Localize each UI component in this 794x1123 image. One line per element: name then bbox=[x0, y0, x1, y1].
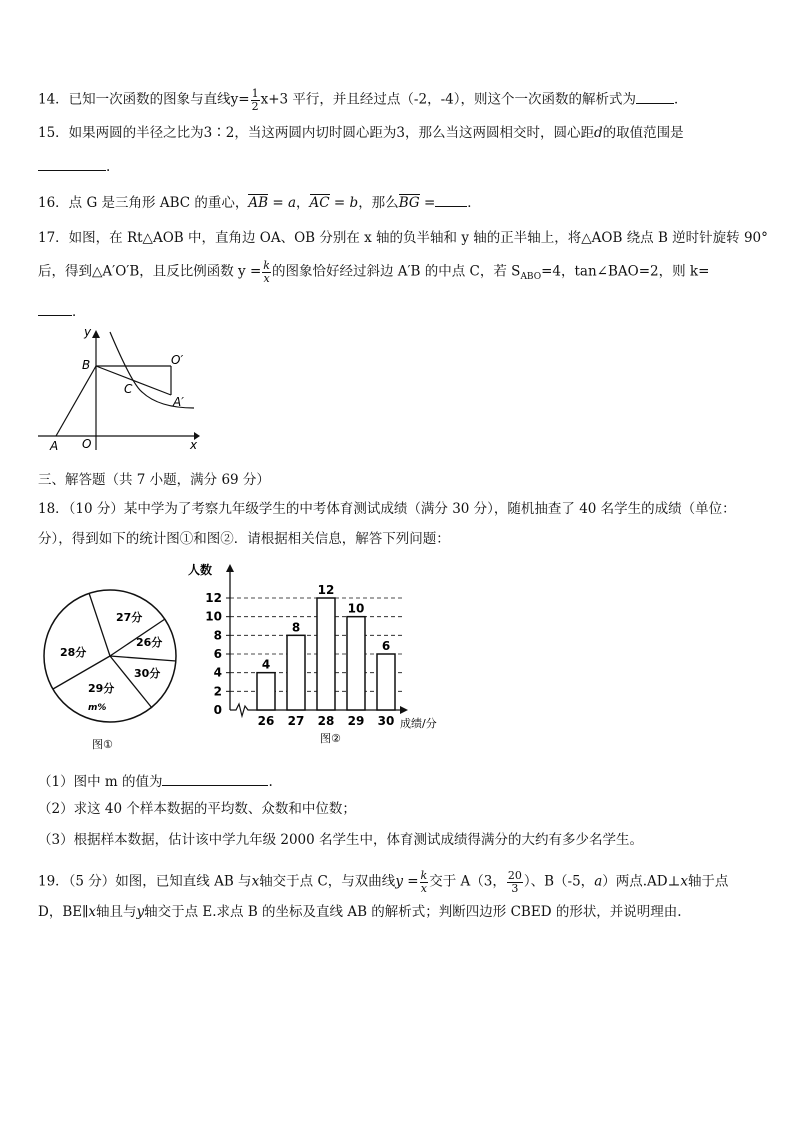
question-17: 17．如图，在 Rt△AOB 中，直角边 OA、OB 分别在 x 轴的负半轴和 y 轴的正半轴上，将△AOB 绕点 B 逆时针旋转 90° bbox=[38, 230, 768, 246]
pie-label-m: m% bbox=[88, 703, 107, 713]
x-tick-label: 27 bbox=[287, 714, 305, 728]
y-axis-arrow bbox=[92, 330, 100, 338]
bar-value-label: 8 bbox=[291, 620, 301, 635]
q15-answer-blank[interactable] bbox=[38, 158, 106, 171]
label-a: A bbox=[50, 439, 59, 452]
pie-label-29: 29分 bbox=[88, 682, 115, 695]
bar-value-label: 4 bbox=[261, 657, 271, 672]
question-18: 18．（10 分）某中学为了考察九年级学生的中考体育测试成绩（满分 30 分），随机抽查了 40 名学生的成绩（单位： bbox=[38, 501, 736, 517]
q14-text-2: x+3 平行，并且经过点（-2，-4），则这个一次函数的解析式为 bbox=[260, 91, 636, 108]
bar-27 bbox=[287, 635, 305, 710]
question-18-line2: 分），得到如下的统计图①和图②．请根据相关信息，解答下列问题： bbox=[38, 531, 450, 547]
bar-29 bbox=[347, 617, 365, 710]
vector-bg: BG bbox=[398, 195, 420, 211]
q19-fraction-k-x: $\frac{k}{x}$ bbox=[420, 869, 428, 895]
bar-chart-figure-2 bbox=[186, 560, 446, 750]
segment-ab bbox=[56, 366, 96, 436]
bar-value-label: 10 bbox=[347, 601, 365, 616]
question-19: 19．（5 分）如图，已知直线 AB 与x轴交于点 C，与双曲线y = $\frac{k}{x}$ 交于 A（3， $\frac{20}{3}$ ）、B（-5，a）两点.AD⊥x轴于点 bbox=[38, 869, 729, 895]
q19-fraction-20-3: $\frac{20}{3}$ bbox=[507, 869, 522, 895]
bar-26 bbox=[257, 673, 275, 710]
question-18-part-2: （2）求这 40 个样本数据的平均数、众数和中位数； bbox=[38, 801, 356, 817]
pie-label-27: 27分 bbox=[116, 611, 143, 624]
vector-ac: AC bbox=[309, 195, 330, 211]
label-x: x bbox=[190, 438, 198, 452]
bar-value-label: 12 bbox=[317, 583, 335, 597]
x-tick-label: 28 bbox=[317, 714, 335, 728]
q17-answer-blank[interactable] bbox=[38, 303, 72, 316]
section-3-heading: 三、解答题（共 7 小题，满分 69 分） bbox=[38, 472, 270, 488]
y-tick-label: 6 bbox=[213, 647, 222, 661]
question-15: 15．如果两圆的半径之比为3∶2，当这两圆内切时圆心距为3，那么当这两圆相交时，圆心距d的取值范围是 bbox=[38, 125, 684, 141]
y-tick-label: 12 bbox=[205, 591, 222, 605]
q14-fraction: $\frac{1}{2}$ bbox=[251, 87, 259, 113]
label-o: O bbox=[82, 437, 92, 451]
x-tick-label: 26 bbox=[257, 714, 275, 728]
vector-ab: AB bbox=[248, 195, 269, 211]
bar-value-label: 6 bbox=[381, 639, 391, 653]
y-tick-label: 0 bbox=[213, 703, 222, 717]
y-tick-label: 10 bbox=[205, 609, 222, 624]
pie-caption: 图① bbox=[92, 738, 113, 751]
bar-chart-ylabel: 人数 bbox=[188, 563, 213, 577]
pie-label-30: 30分 bbox=[134, 667, 161, 680]
q16-answer-blank[interactable] bbox=[435, 194, 467, 207]
question-18-part-1: （1）图中 m 的值为 . bbox=[38, 774, 273, 790]
bar-chart-caption: 图② bbox=[320, 732, 341, 745]
x-tick-label: 30 bbox=[377, 714, 395, 728]
question-17-line2: 后，得到△A′O′B，且反比例函数 y = $\frac{k}{x}$ 的图象恰好经过斜边 A′B 的中点 C，若 $S_{ABO}=4$，tan∠BAO=2，则 k= bbox=[38, 259, 710, 285]
y-tick-label: 4 bbox=[213, 665, 222, 680]
q17-figure bbox=[34, 322, 204, 452]
q14-answer-blank[interactable] bbox=[636, 91, 674, 104]
question-17-line3: ． bbox=[38, 303, 86, 320]
question-16: 16．点 G 是三角形 ABC 的重心，AB = a，AC = b，那么BG = ． bbox=[38, 195, 481, 211]
pie-label-26: 26分 bbox=[136, 636, 163, 649]
y-tick-label: 8 bbox=[213, 628, 222, 643]
q14-text-1: 14．已知一次函数的图象与直线y= bbox=[38, 91, 250, 108]
q18-m-answer-blank[interactable] bbox=[162, 773, 268, 786]
axis-break bbox=[230, 704, 402, 716]
y-tick-label: 2 bbox=[213, 684, 222, 699]
q17-fraction: $\frac{k}{x}$ bbox=[263, 259, 270, 285]
label-a1: A′ bbox=[173, 395, 184, 409]
bar-chart-xlabel: 成绩/分 bbox=[400, 717, 437, 730]
pie-chart-figure-1 bbox=[36, 588, 186, 758]
question-19-line2: D，BE∥x轴且与y轴交于点 E.求点 B 的坐标及直线 AB 的解析式；判断四边形 CBED 的形状，并说明理由. bbox=[38, 904, 682, 920]
question-18-part-3: （3）根据样本数据，估计该中学九年级 2000 名学生中，体育测试成绩得满分的大约有多少名学生。 bbox=[38, 832, 644, 848]
question-15-line2: . bbox=[38, 158, 110, 175]
bar-28 bbox=[317, 598, 335, 710]
label-b: B bbox=[82, 358, 91, 372]
pie-label-28: 28分 bbox=[60, 646, 87, 659]
x-tick-label: 29 bbox=[347, 714, 365, 728]
label-y: y bbox=[84, 325, 92, 339]
label-o1: O′ bbox=[171, 353, 184, 367]
label-c: C bbox=[124, 382, 133, 396]
x-axis-arrow bbox=[400, 706, 408, 714]
y-axis-arrow bbox=[226, 564, 234, 572]
bar-30 bbox=[377, 654, 395, 710]
question-14: 14．已知一次函数的图象与直线y= $\frac{1}{2}$ x+3 平行，并且经过点（-2，-4），则这个一次函数的解析式为 ． bbox=[38, 87, 688, 113]
